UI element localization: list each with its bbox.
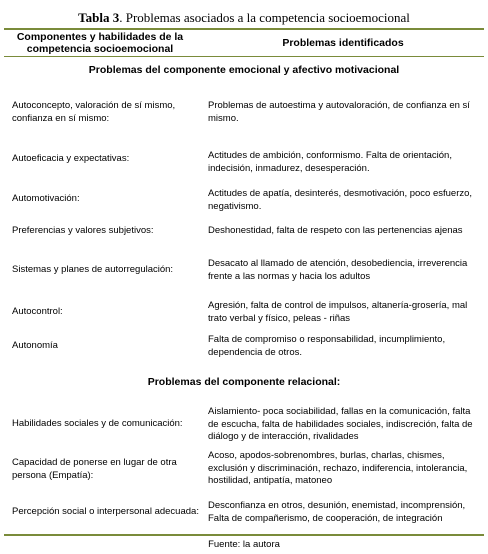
- header-rule: [4, 56, 484, 57]
- problems-cell: Agresión, falta de control de impulsos, altanería-grosería, mal trato verbal y físico, peleas - riñas: [208, 300, 468, 324]
- problems-cell: Falta de compromiso o responsabilidad, incumplimiento, dependencia de otros.: [208, 334, 446, 358]
- bottom-rule: [4, 534, 484, 536]
- section-title-relational: Problemas del componente relacional:: [147, 376, 341, 388]
- component-cell: Sistemas y planes de autorregulación:: [12, 264, 174, 275]
- problems-cell: Desconfianza en otros, desunión, enemistad, incomprensión, Falta de compañerismo, de cooperación, de integración: [208, 500, 466, 524]
- component-cell: Autoconcepto, valoración de sí mismo, confianza en sí mismo:: [12, 100, 176, 124]
- table-caption: [0, 10, 488, 26]
- top-rule: [4, 28, 484, 30]
- component-cell: Preferencias y valores subjetivos:: [12, 225, 154, 236]
- component-cell: Autonomía: [12, 340, 58, 351]
- problems-cell: Actitudes de ambición, conformismo. Falta de orientación, indecisión, inmadurez, desesperación.: [208, 150, 452, 174]
- header-problems: Problemas identificados: [282, 37, 404, 49]
- component-cell: Capacidad de ponerse en lugar de otra persona (Empatía):: [12, 457, 177, 481]
- component-cell: Percepción social o interpersonal adecuada:: [12, 506, 199, 517]
- section-title-emotional: Problemas del componente emocional y afectivo motivacional: [88, 64, 400, 76]
- header-components: Componentes y habilidades de la competencia socioemocional: [16, 31, 184, 55]
- component-cell: Habilidades sociales y de comunicación:: [12, 418, 183, 429]
- problems-cell: Acoso, apodos-sobrenombres, burlas, charlas, chismes, exclusión y discriminación, rechazo, indiferencia, intolerancia, hostilidad, antipatía, matoneo: [208, 450, 468, 486]
- table-source: Fuente: la autora: [208, 539, 280, 550]
- problems-cell: Aislamiento- poca sociabilidad, fallas en la comunicación, falta de escucha, falta de habilidades sociales, indiscreción, falta de diálogo y de interacción, rivalidades: [208, 406, 473, 442]
- table-caption-text: . Problemas asociados a la competencia socioemocional: [119, 10, 410, 25]
- component-cell: Autocontrol:: [12, 306, 63, 317]
- problems-cell: Deshonestidad, falta de respeto con las pertenencias ajenas: [208, 225, 463, 236]
- component-cell: Automotivación:: [12, 193, 80, 204]
- problems-cell: Desacato al llamado de atención, desobediencia, irreverencia frente a las normas y hacia los adultos: [208, 258, 468, 282]
- problems-cell: Actitudes de apatía, desinterés, desmotivación, poco esfuerzo, negativismo.: [208, 188, 473, 212]
- problems-cell: Problemas de autoestima y autovaloración, de confianza en sí mismo.: [208, 100, 470, 124]
- component-cell: Autoeficacia y expectativas:: [12, 153, 130, 164]
- table-caption-label: Tabla 3: [78, 10, 120, 25]
